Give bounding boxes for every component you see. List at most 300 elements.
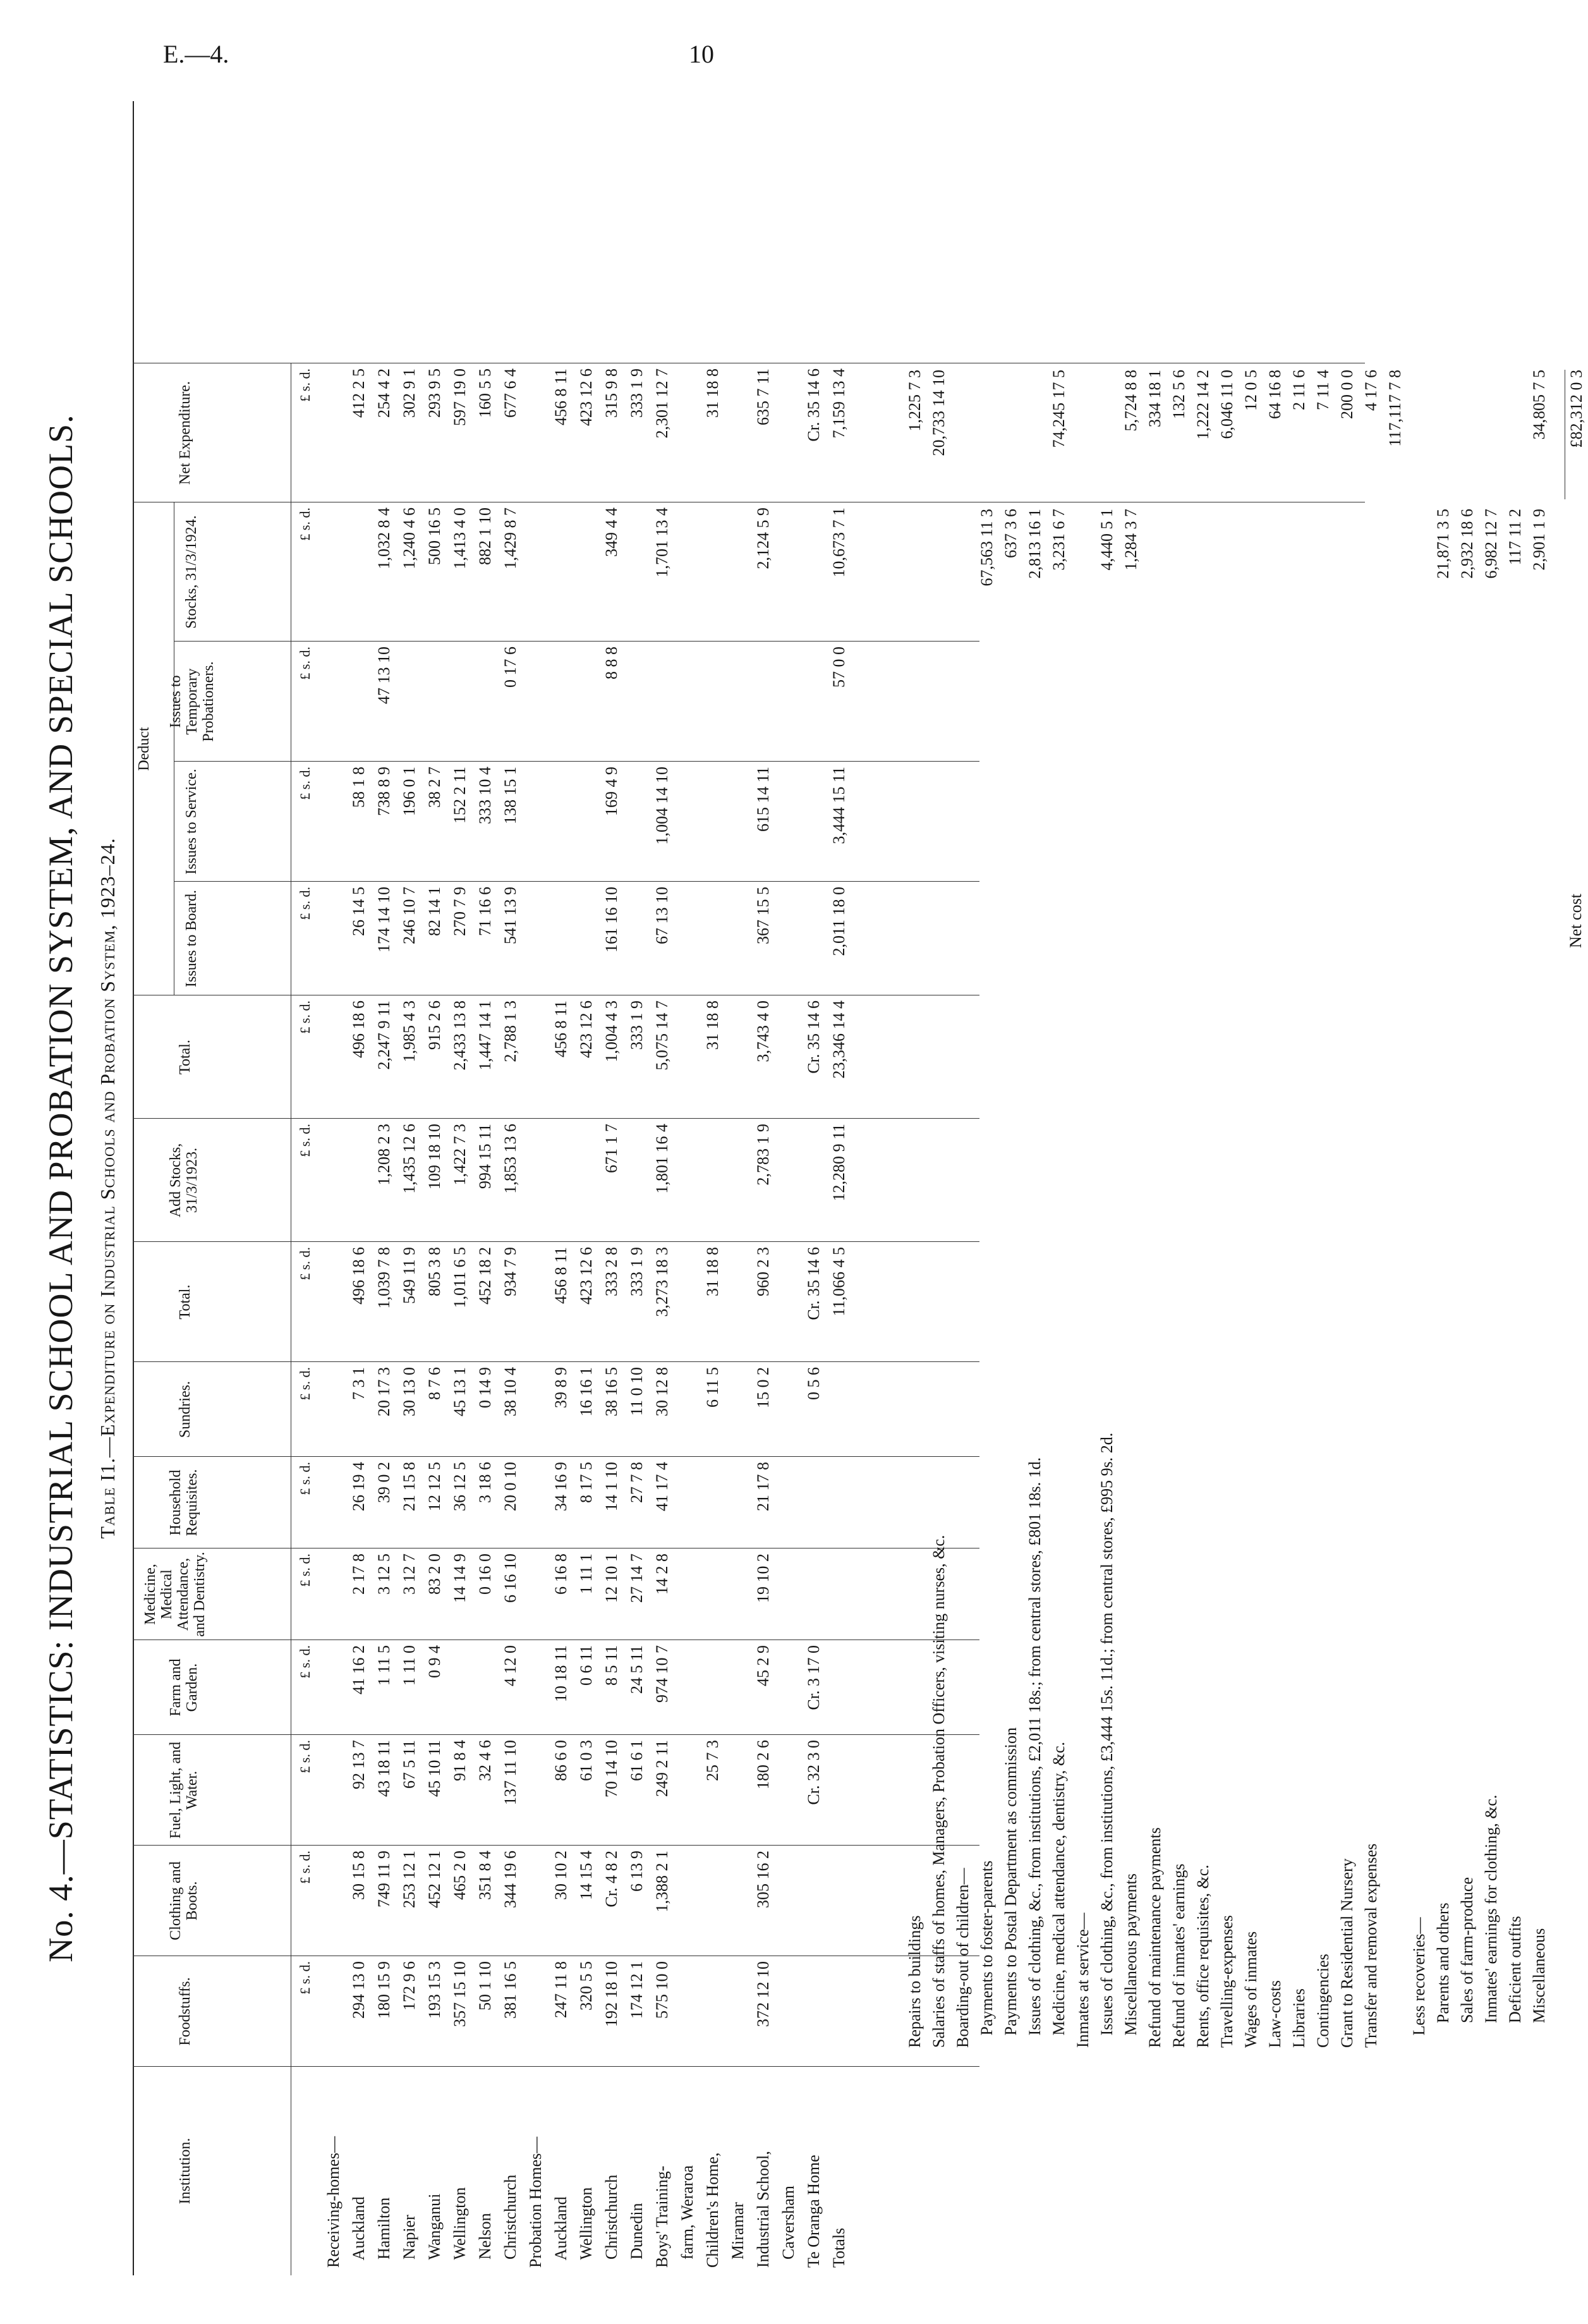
memo-line: Sales of farm-produce bbox=[1458, 1877, 1476, 2048]
cell-value: 38 10 4 bbox=[501, 1367, 519, 1416]
page-code: E.—4. bbox=[163, 40, 229, 68]
cell-value: 23,346 14 4 bbox=[830, 1001, 848, 1079]
cell-value: 26 19 4 bbox=[349, 1462, 368, 1511]
cell-value: Cr. 35 14 6 bbox=[804, 1001, 823, 1074]
cell-value: 247 11 8 bbox=[552, 1961, 570, 2019]
institution-name: Wanganui bbox=[425, 2193, 444, 2268]
cell-value: 31 18 8 bbox=[703, 1001, 722, 1050]
memo-amount: 334 18 1 bbox=[1146, 370, 1164, 427]
cell-value: 180 2 6 bbox=[754, 1740, 772, 1789]
table-row bbox=[348, 101, 370, 2275]
memo-line: Miscellaneous bbox=[1530, 1928, 1548, 2048]
table-row bbox=[423, 101, 446, 2275]
cell-value: 34 16 9 bbox=[552, 1462, 570, 1511]
institution-name: Christchurch bbox=[501, 2174, 519, 2268]
unit-label: £ s. d. bbox=[297, 1367, 313, 1401]
unit-label: £ s. d. bbox=[297, 1001, 313, 1034]
cell-value: 1,039 7 8 bbox=[375, 1247, 393, 1309]
memo-amount: 20,733 14 10 bbox=[930, 370, 948, 456]
institution-name: Miramar bbox=[729, 2202, 747, 2268]
cell-value: 915 2 6 bbox=[425, 1001, 444, 1050]
institution-name: Boys' Training- bbox=[653, 2165, 671, 2268]
net-cost-label: Net cost bbox=[1567, 894, 1585, 948]
col-net: Net Expenditure. bbox=[177, 381, 193, 485]
memo-amount: 117,117 7 8 bbox=[1386, 370, 1404, 447]
cell-value: 333 2 8 bbox=[602, 1247, 621, 1296]
cell-value: 960 2 3 bbox=[754, 1247, 772, 1296]
memo-subamount: 21,871 3 5 bbox=[1434, 509, 1452, 579]
cell-value: 3,444 15 11 bbox=[830, 767, 848, 844]
cell-value: 423 12 6 bbox=[577, 1247, 595, 1305]
cell-value: 677 6 4 bbox=[501, 368, 519, 418]
cell-value: 456 8 11 bbox=[552, 1001, 570, 1058]
cell-value: 30 10 2 bbox=[552, 1851, 570, 1900]
cell-value: 1 11 0 bbox=[400, 1645, 418, 1686]
cell-value: 381 16 5 bbox=[501, 1961, 519, 2019]
memo-line: Law-costs bbox=[1266, 1980, 1284, 2048]
institution-name: Industrial School, bbox=[754, 2151, 772, 2268]
memo-line: Contingencies bbox=[1314, 1954, 1332, 2048]
cell-value: 14 2 8 bbox=[653, 1554, 671, 1595]
memo-line: Miscellaneous payments bbox=[1122, 1873, 1140, 2048]
cell-value: Cr. 35 14 6 bbox=[804, 368, 823, 442]
table-row bbox=[398, 101, 421, 2275]
col-farm: Farm and Garden. bbox=[167, 1658, 200, 1717]
unit-label: £ s. d. bbox=[297, 887, 313, 920]
memo-line: Libraries bbox=[1290, 1988, 1308, 2048]
institution-name: Totals bbox=[830, 2227, 848, 2268]
institution-name: Dunedin bbox=[627, 2203, 646, 2268]
cell-value: 0 5 6 bbox=[804, 1367, 823, 1400]
cell-value: 8 17 5 bbox=[577, 1462, 595, 1503]
cell-value: 1,422 7 3 bbox=[451, 1124, 469, 1186]
cell-value: 86 6 0 bbox=[552, 1740, 570, 1781]
cell-value: 496 18 6 bbox=[349, 1001, 368, 1058]
cell-value: 549 11 9 bbox=[400, 1247, 418, 1305]
memo-line: Salaries of staffs of homes, Managers, Probation Officers, visiting nurses, &c. bbox=[930, 1535, 948, 2048]
cell-value: 39 8 9 bbox=[552, 1367, 570, 1408]
memo-amount: 12 0 5 bbox=[1242, 370, 1260, 411]
memo-line: Less recoveries— bbox=[1410, 1917, 1428, 2048]
table-row bbox=[752, 101, 775, 2275]
cell-value: 541 13 9 bbox=[501, 887, 519, 944]
cell-value: 1,429 8 7 bbox=[501, 508, 519, 569]
cell-value: 138 15 1 bbox=[501, 767, 519, 824]
cell-value: 1,388 2 1 bbox=[653, 1851, 671, 1913]
memo-subamount: 67,563 11 3 bbox=[978, 509, 996, 587]
cell-value: 11,066 4 5 bbox=[830, 1247, 848, 1317]
cell-value: 6 16 8 bbox=[552, 1554, 570, 1595]
institution-name: Auckland bbox=[349, 2196, 368, 2268]
cell-value: 6 13 9 bbox=[627, 1851, 646, 1892]
cell-value: 21 15 8 bbox=[400, 1462, 418, 1511]
unit-label: £ s. d. bbox=[297, 647, 313, 680]
cell-value: 58 1 8 bbox=[349, 767, 368, 808]
cell-value: 3 12 5 bbox=[375, 1554, 393, 1595]
cell-value: 32 4 6 bbox=[476, 1740, 494, 1781]
cell-value: 27 14 7 bbox=[627, 1554, 646, 1603]
cell-value: 3,273 18 3 bbox=[653, 1247, 671, 1317]
institution-name: farm, Weraroa bbox=[678, 2165, 696, 2268]
memo-amount: 1,225 7 3 bbox=[906, 370, 924, 432]
cell-value: 974 10 7 bbox=[653, 1645, 671, 1703]
cell-value: 0 14 9 bbox=[476, 1367, 494, 1408]
cell-value: 1,413 4 0 bbox=[451, 508, 469, 569]
cell-value: 161 16 10 bbox=[602, 887, 621, 952]
cell-value: 12 10 1 bbox=[602, 1554, 621, 1603]
institution-name: Christchurch bbox=[602, 2174, 621, 2268]
cell-value: 305 16 2 bbox=[754, 1851, 772, 1908]
cell-value: 8 8 8 bbox=[602, 647, 621, 679]
cell-value: 71 16 6 bbox=[476, 887, 494, 936]
cell-value: 372 12 10 bbox=[754, 1961, 772, 2027]
cell-value: 47 13 10 bbox=[375, 647, 393, 704]
cell-value: 333 1 9 bbox=[627, 368, 646, 418]
cell-value: 91 8 4 bbox=[451, 1740, 469, 1781]
cell-value: 2,301 12 7 bbox=[653, 368, 671, 439]
memo-line: Transfer and removal expenses bbox=[1362, 1843, 1380, 2048]
cell-value: 357 15 10 bbox=[451, 1961, 469, 2027]
cell-value: 254 4 2 bbox=[375, 368, 393, 418]
cell-value: 21 17 8 bbox=[754, 1462, 772, 1511]
cell-value: 2,124 5 9 bbox=[754, 508, 772, 569]
col-institution: Institution. bbox=[177, 2138, 193, 2205]
cell-value: 3,743 4 0 bbox=[754, 1001, 772, 1062]
cell-value: 174 14 10 bbox=[375, 887, 393, 952]
cell-value: 16 16 1 bbox=[577, 1367, 595, 1416]
cell-value: 246 10 7 bbox=[400, 887, 418, 944]
cell-value: Cr. 3 17 0 bbox=[804, 1645, 823, 1710]
institution-name: Caversham bbox=[779, 2186, 797, 2268]
cell-value: 180 15 9 bbox=[375, 1961, 393, 2019]
cell-value: 3 12 7 bbox=[400, 1554, 418, 1595]
rotated-table-sheet bbox=[25, 101, 1585, 2275]
cell-value: 315 9 8 bbox=[602, 368, 621, 418]
cell-value: Cr. 4 8 2 bbox=[602, 1851, 621, 1907]
cell-value: 2,433 13 8 bbox=[451, 1001, 469, 1071]
cell-value: 4 12 0 bbox=[501, 1645, 519, 1686]
table-row bbox=[474, 101, 497, 2275]
table-row bbox=[499, 101, 522, 2275]
cell-value: 36 12 5 bbox=[451, 1462, 469, 1511]
page-number: 10 bbox=[689, 40, 714, 68]
table-row bbox=[701, 101, 724, 2275]
cell-value: 38 2 7 bbox=[425, 767, 444, 808]
cell-value: 0 6 11 bbox=[577, 1645, 595, 1686]
cell-value: 57 0 0 bbox=[830, 647, 848, 688]
memo-subamount: 2,901 1 9 bbox=[1530, 509, 1548, 571]
cell-value: 14 1 10 bbox=[602, 1462, 621, 1511]
table-row bbox=[777, 101, 800, 2275]
cell-value: 1,447 14 1 bbox=[476, 1001, 494, 1071]
table-row bbox=[828, 101, 851, 2275]
cell-value: 10,673 7 1 bbox=[830, 508, 848, 578]
col-sundries: Sundries. bbox=[177, 1381, 193, 1438]
table-row bbox=[524, 101, 547, 2275]
table-row bbox=[600, 101, 623, 2275]
cell-value: 15 0 2 bbox=[754, 1367, 772, 1408]
col-fuel: Fuel, Light, and Water. bbox=[167, 1741, 200, 1839]
cell-value: 196 0 1 bbox=[400, 767, 418, 816]
memo-subamount: 117 11 2 bbox=[1506, 509, 1524, 566]
memo-amount: 64 16 8 bbox=[1266, 370, 1284, 419]
cell-value: 635 7 11 bbox=[754, 368, 772, 426]
memo-amount: 6,046 11 0 bbox=[1218, 370, 1236, 439]
cell-value: 0 17 6 bbox=[501, 647, 519, 688]
cell-value: 1,004 4 3 bbox=[602, 1001, 621, 1062]
cell-value: 193 15 3 bbox=[425, 1961, 444, 2019]
cell-value: 333 1 9 bbox=[627, 1247, 646, 1296]
cell-value: 423 12 6 bbox=[577, 368, 595, 426]
memo-line: Deficient outfits bbox=[1506, 1916, 1524, 2048]
memo-line: Inmates at service— bbox=[1074, 1913, 1092, 2048]
cell-value: 11 0 10 bbox=[627, 1367, 646, 1416]
cell-value: 45 10 11 bbox=[425, 1740, 444, 1798]
page-title: No. 4.—STATISTICS: INDUSTRIAL SCHOOL AND PROBATION SYSTEM, AND SPECIAL SCHOOLS. bbox=[42, 414, 80, 1962]
institution-name: Wellington bbox=[577, 2187, 595, 2268]
cell-value: 575 10 0 bbox=[653, 1961, 671, 2019]
cell-value: 6 11 5 bbox=[703, 1367, 722, 1408]
cell-value: 465 2 0 bbox=[451, 1851, 469, 1900]
table-row bbox=[803, 101, 825, 2275]
cell-value: 253 12 1 bbox=[400, 1851, 418, 1908]
cell-value: 597 19 0 bbox=[451, 368, 469, 426]
cell-value: 2,783 1 9 bbox=[754, 1124, 772, 1186]
net-cost-amount: £82,312 0 3 bbox=[1565, 370, 1588, 499]
cell-value: 67 13 10 bbox=[653, 887, 671, 944]
col-foodstuffs: Foodstuffs. bbox=[177, 1977, 193, 2046]
cell-value: 412 2 5 bbox=[349, 368, 368, 418]
col-add-stocks: Add Stocks, 31/3/1923. bbox=[167, 1143, 200, 1218]
cell-value: 14 14 9 bbox=[451, 1554, 469, 1603]
cell-value: 294 13 0 bbox=[349, 1961, 368, 2019]
col-clothing: Clothing and Boots. bbox=[167, 1861, 200, 1940]
memo-subamount: 2,932 18 6 bbox=[1458, 509, 1476, 579]
cell-value: 82 14 1 bbox=[425, 887, 444, 936]
cell-value: 1,701 13 4 bbox=[653, 508, 671, 578]
institution-name: Te Oranga Home bbox=[804, 2155, 823, 2268]
cell-value: 39 0 2 bbox=[375, 1462, 393, 1503]
col-stocks-1924: Stocks, 31/3/1924. bbox=[183, 515, 200, 629]
memo-amount: 2 11 6 bbox=[1290, 370, 1308, 411]
cell-value: 349 4 4 bbox=[602, 508, 621, 557]
cell-value: 14 15 4 bbox=[577, 1851, 595, 1900]
col-household: Household Requisites. bbox=[167, 1469, 200, 1536]
memo-line: Issues of clothing, &c., from institutions, £2,011 18s.; from central stores, £801 18s. 1d. bbox=[1026, 1457, 1044, 2048]
institution-name: Wellington bbox=[451, 2187, 469, 2268]
memo-line: Refund of maintenance payments bbox=[1146, 1827, 1164, 2048]
memo-line: Refund of inmates' earnings bbox=[1170, 1863, 1188, 2048]
memo-subamount: 3,231 6 7 bbox=[1050, 509, 1068, 571]
unit-label: £ s. d. bbox=[297, 1961, 313, 1995]
table-row bbox=[727, 101, 749, 2275]
institution-name: Hamilton bbox=[375, 2197, 393, 2268]
col-medicine: Medicine, Medical Attendance, and Dentistry. bbox=[142, 1552, 208, 1637]
memo-amount: 7 11 4 bbox=[1314, 370, 1332, 411]
cell-value: 50 1 10 bbox=[476, 1961, 494, 2011]
cell-value: 152 2 11 bbox=[451, 767, 469, 824]
col-issues-temp: Issues to Temporary Probationers. bbox=[167, 661, 217, 742]
institution-name: Auckland bbox=[552, 2196, 570, 2268]
cell-value: 749 11 9 bbox=[375, 1851, 393, 1908]
cell-value: 3 18 6 bbox=[476, 1462, 494, 1503]
cell-value: 174 12 1 bbox=[627, 1961, 646, 2019]
cell-value: 1,853 13 6 bbox=[501, 1124, 519, 1194]
cell-value: 2,011 18 0 bbox=[830, 887, 848, 956]
cell-value: 249 2 11 bbox=[653, 1740, 671, 1798]
cell-value: 24 5 11 bbox=[627, 1645, 646, 1694]
memo-amount: 1,222 14 2 bbox=[1194, 370, 1212, 440]
cell-value: 452 12 1 bbox=[425, 1851, 444, 1908]
cell-value: 41 16 2 bbox=[349, 1645, 368, 1694]
institution-name: Children's Home, bbox=[703, 2152, 722, 2268]
cell-value: 8 7 6 bbox=[425, 1367, 444, 1400]
unit-label: £ s. d. bbox=[297, 1554, 313, 1587]
cell-value: 30 13 0 bbox=[400, 1367, 418, 1416]
table-row bbox=[449, 101, 471, 2275]
table-row bbox=[626, 101, 648, 2275]
unit-label: £ s. d. bbox=[297, 508, 313, 541]
cell-value: 20 0 10 bbox=[501, 1462, 519, 1511]
cell-value: 26 14 5 bbox=[349, 887, 368, 936]
memo-amount: 200 0 0 bbox=[1338, 370, 1356, 419]
memo-subamount: 637 3 6 bbox=[1002, 509, 1020, 558]
table-row bbox=[651, 101, 674, 2275]
table-row bbox=[373, 101, 396, 2275]
cell-value: 500 16 5 bbox=[425, 508, 444, 565]
cell-value: 41 17 4 bbox=[653, 1462, 671, 1511]
unit-label: £ s. d. bbox=[297, 1851, 313, 1884]
cell-value: 0 9 4 bbox=[425, 1645, 444, 1678]
cell-value: 38 16 5 bbox=[602, 1367, 621, 1416]
cell-value: 2 17 8 bbox=[349, 1554, 368, 1595]
cell-value: 5,075 14 7 bbox=[653, 1001, 671, 1071]
cell-value: 20 17 3 bbox=[375, 1367, 393, 1416]
cell-value: Cr. 35 14 6 bbox=[804, 1247, 823, 1320]
cell-value: 496 18 6 bbox=[349, 1247, 368, 1305]
memo-amount: 4 17 6 bbox=[1362, 370, 1380, 411]
cell-value: 333 1 9 bbox=[627, 1001, 646, 1050]
cell-value: 109 18 10 bbox=[425, 1124, 444, 1189]
memo-line: Travelling-expenses bbox=[1218, 1915, 1236, 2048]
memo-line: Medicine, medical attendance, dentistry, &c. bbox=[1050, 1741, 1068, 2048]
cell-value: 137 11 10 bbox=[501, 1740, 519, 1806]
cell-value: 92 13 7 bbox=[349, 1740, 368, 1789]
cell-value: 30 12 8 bbox=[653, 1367, 671, 1416]
unit-label: £ s. d. bbox=[297, 1740, 313, 1773]
cell-value: 30 15 8 bbox=[349, 1851, 368, 1900]
cell-value: 320 5 5 bbox=[577, 1961, 595, 2011]
cell-value: 45 13 1 bbox=[451, 1367, 469, 1416]
unit-label: £ s. d. bbox=[297, 767, 313, 800]
cell-value: 70 14 10 bbox=[602, 1740, 621, 1798]
cell-value: 67 5 11 bbox=[400, 1740, 418, 1789]
memo-subamount: 2,813 16 1 bbox=[1026, 509, 1044, 579]
cell-value: 456 8 11 bbox=[552, 1247, 570, 1305]
cell-value: 10 18 11 bbox=[552, 1645, 570, 1703]
cell-value: 2,788 1 3 bbox=[501, 1001, 519, 1062]
cell-value: 61 6 1 bbox=[627, 1740, 646, 1781]
cell-value: 456 8 11 bbox=[552, 368, 570, 426]
cell-value: 45 2 9 bbox=[754, 1645, 772, 1686]
table-row bbox=[322, 101, 345, 2275]
cell-value: 61 0 3 bbox=[577, 1740, 595, 1781]
cell-value: 6 16 10 bbox=[501, 1554, 519, 1603]
memo-line: Wages of inmates bbox=[1242, 1931, 1260, 2048]
institution-name: Receiving-homes— bbox=[324, 2136, 342, 2268]
unit-label: £ s. d. bbox=[297, 1247, 313, 1281]
cell-value: 1 11 1 bbox=[577, 1554, 595, 1595]
cell-value: 7,159 13 4 bbox=[830, 368, 848, 439]
cell-value: 12,280 9 11 bbox=[830, 1124, 848, 1202]
cell-value: 805 3 8 bbox=[425, 1247, 444, 1296]
col-issues-service: Issues to Service. bbox=[183, 769, 200, 875]
memo-amount: 74,245 17 5 bbox=[1050, 370, 1068, 448]
cell-value: 172 9 6 bbox=[400, 1961, 418, 2011]
table-row bbox=[676, 101, 699, 2275]
cell-value: 367 15 5 bbox=[754, 887, 772, 944]
cell-value: 452 18 2 bbox=[476, 1247, 494, 1305]
memo-line: Parents and others bbox=[1434, 1902, 1452, 2048]
cell-value: 344 19 6 bbox=[501, 1851, 519, 1908]
cell-value: 0 16 0 bbox=[476, 1554, 494, 1595]
col-deduct: Deduct bbox=[136, 727, 152, 771]
cell-value: 31 18 8 bbox=[703, 368, 722, 418]
table-subtitle: Table I1.—Expenditure on Industrial Schools and Probation System, 1923–24. bbox=[96, 837, 119, 1539]
cell-value: 671 1 7 bbox=[602, 1124, 621, 1173]
cell-value: 738 8 9 bbox=[375, 767, 393, 816]
cell-value: 8 5 11 bbox=[602, 1645, 621, 1686]
cell-value: 302 9 1 bbox=[400, 368, 418, 418]
cell-value: 423 12 6 bbox=[577, 1001, 595, 1058]
cell-value: 1,435 12 6 bbox=[400, 1124, 418, 1194]
memo-line: Inmates' earnings for clothing, &c. bbox=[1482, 1794, 1500, 2048]
cell-value: 333 10 4 bbox=[476, 767, 494, 824]
cell-value: 293 9 5 bbox=[425, 368, 444, 418]
cell-value: 1,801 16 4 bbox=[653, 1124, 671, 1194]
memo-line: Payments to Postal Department as commission bbox=[1002, 1727, 1020, 2048]
cell-value: 1 11 5 bbox=[375, 1645, 393, 1686]
cell-value: 1,004 14 10 bbox=[653, 767, 671, 845]
unit-label: £ s. d. bbox=[297, 368, 313, 402]
cell-value: 19 10 2 bbox=[754, 1554, 772, 1603]
institution-name: Nelson bbox=[476, 2213, 494, 2268]
cell-value: 169 4 9 bbox=[602, 767, 621, 816]
cell-value: 2,247 9 11 bbox=[375, 1001, 393, 1070]
cell-value: Cr. 32 3 0 bbox=[804, 1740, 823, 1805]
memo-subamount: 6,982 12 7 bbox=[1482, 509, 1500, 579]
memo-amount: 34,805 7 5 bbox=[1530, 370, 1548, 440]
cell-value: 270 7 9 bbox=[451, 887, 469, 936]
cell-value: 83 2 0 bbox=[425, 1554, 444, 1595]
memo-line: Boarding-out of children— bbox=[954, 1868, 972, 2048]
memo-subamount: 1,284 3 7 bbox=[1122, 509, 1140, 571]
cell-value: 1,011 6 5 bbox=[451, 1247, 469, 1308]
memo-amount: 132 5 6 bbox=[1170, 370, 1188, 419]
memo-line: Grant to Residential Nursery bbox=[1338, 1858, 1356, 2048]
institution-name: Probation Homes— bbox=[526, 2136, 545, 2268]
col-issues-board: Issues to Board. bbox=[183, 890, 200, 987]
institution-name: Napier bbox=[400, 2215, 418, 2268]
cell-value: 192 18 10 bbox=[602, 1961, 621, 2027]
col-total1: Total. bbox=[177, 1284, 193, 1320]
cell-value: 1,208 2 3 bbox=[375, 1124, 393, 1186]
cell-value: 31 18 8 bbox=[703, 1247, 722, 1296]
memo-line: Rents, office requisites, &c. bbox=[1194, 1865, 1212, 2048]
cell-value: 160 5 5 bbox=[476, 368, 494, 418]
table-row bbox=[550, 101, 573, 2275]
cell-value: 1,032 8 4 bbox=[375, 508, 393, 569]
